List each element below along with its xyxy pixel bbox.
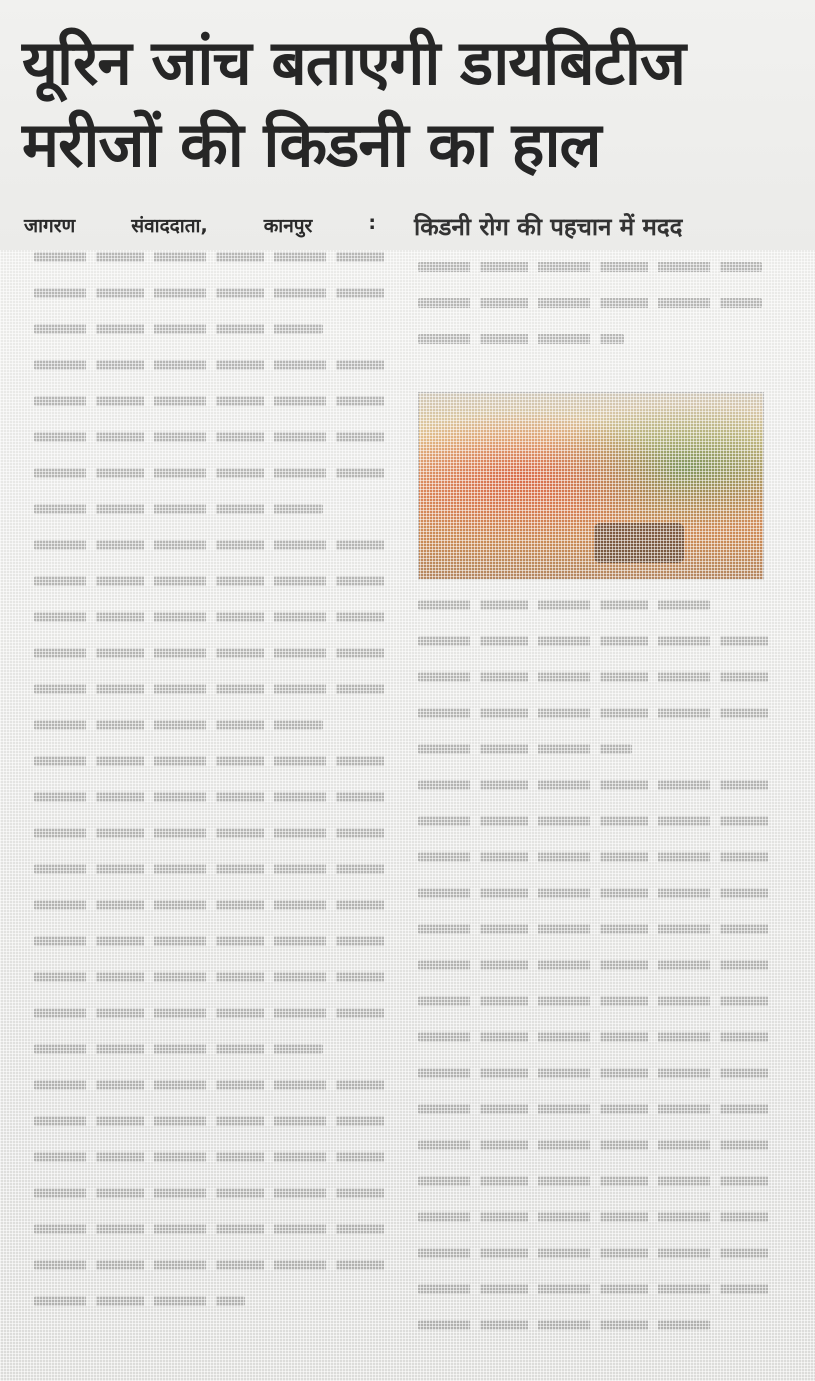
article-subheading: किडनी रोग की पहचान में मदद bbox=[414, 213, 683, 241]
byline-city: कानपुर bbox=[263, 215, 313, 237]
byline-colon: : bbox=[368, 212, 376, 234]
article-body-right-column bbox=[418, 600, 774, 1356]
byline-source: जागरण bbox=[24, 215, 76, 237]
byline bbox=[24, 212, 376, 238]
article-body-left-column bbox=[34, 252, 386, 1332]
byline-role: संवाददाता, bbox=[131, 215, 208, 237]
headline-line-1: यूरिन जांच बताएगी डायबिटीज bbox=[22, 26, 685, 99]
headline-line-2: मरीजों की किडनी का हाल bbox=[22, 108, 601, 181]
article-headline bbox=[22, 22, 802, 186]
article-photo bbox=[418, 392, 764, 580]
article-body-right-top bbox=[418, 262, 762, 370]
